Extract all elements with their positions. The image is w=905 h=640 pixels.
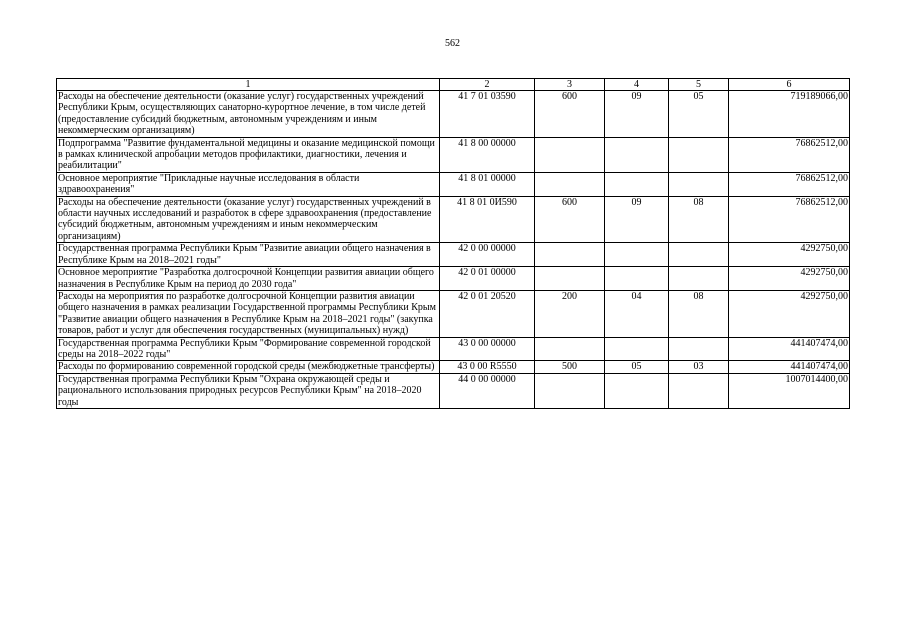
row-subsection: 05 [669,91,729,138]
row-subsection [669,337,729,361]
row-expense-type [535,337,605,361]
row-description: Государственная программа Республики Крым "Охрана окружающей среды и рационального использования природных ресурсов Республики Крым" на 2018–2020 годы [57,373,440,408]
row-section: 09 [605,91,669,138]
column-header: 4 [605,79,669,91]
row-section [605,337,669,361]
row-description: Расходы на мероприятия по разработке долгосрочной Концепции развития авиации общего назначения в рамках реализации Государственной программы Республики Крым "Развитие авиации общего назначения в Республике Крым на 2018–2021 годы" (закупка товаров, работ и услуг для обеспечения государственных (муниципальных) нужд) [57,290,440,337]
row-description: Расходы по формированию современной городской среды (межбюджетные трансферты) [57,361,440,373]
row-section [605,267,669,291]
budget-table [56,78,850,409]
column-header: 1 [57,79,440,91]
row-expense-type: 600 [535,91,605,138]
column-header: 2 [440,79,535,91]
row-amount: 76862512,00 [729,137,850,172]
row-subsection [669,172,729,196]
page-number: 562 [445,38,460,49]
row-target-code: 43 0 00 00000 [440,337,535,361]
row-expense-type: 600 [535,196,605,243]
row-target-code: 42 0 01 00000 [440,267,535,291]
table-row [57,267,850,291]
row-section: 05 [605,361,669,373]
row-expense-type [535,267,605,291]
row-description: Основное мероприятие "Разработка долгосрочной Концепции развития авиации общего назначения в Республике Крым на период до 2030 года" [57,267,440,291]
row-amount: 441407474,00 [729,337,850,361]
row-target-code: 43 0 00 R5550 [440,361,535,373]
row-expense-type [535,137,605,172]
row-subsection: 08 [669,196,729,243]
row-amount: 76862512,00 [729,196,850,243]
row-description: Расходы на обеспечение деятельности (оказание услуг) государственных учреждений в области научных исследований и разработок в сфере здравоохранения (предоставление субсидий бюджетным, автономным учреждениям и иным некоммерческим организациям) [57,196,440,243]
row-subsection [669,243,729,267]
row-amount: 719189066,00 [729,91,850,138]
row-target-code: 42 0 01 20520 [440,290,535,337]
row-expense-type [535,243,605,267]
table-row [57,91,850,138]
table-header-row [57,79,850,91]
table-row [57,243,850,267]
table-row [57,290,850,337]
row-target-code: 41 7 01 03590 [440,91,535,138]
row-amount: 76862512,00 [729,172,850,196]
row-subsection: 03 [669,361,729,373]
table-row [57,172,850,196]
row-target-code: 41 8 01 0И590 [440,196,535,243]
column-header: 5 [669,79,729,91]
row-amount: 441407474,00 [729,361,850,373]
table-row [57,373,850,408]
row-description: Расходы на обеспечение деятельности (оказание услуг) государственных учреждений Республики Крым, осуществляющих санаторно-курортное лечение, в том числе детей (предоставление субсидий бюджетным, автономным учреждениям и иным некоммерческим организациям) [57,91,440,138]
row-amount: 1007014400,00 [729,373,850,408]
table-row [57,137,850,172]
row-subsection [669,373,729,408]
row-expense-type: 500 [535,361,605,373]
row-target-code: 42 0 00 00000 [440,243,535,267]
row-subsection [669,137,729,172]
column-header: 6 [729,79,850,91]
row-target-code: 41 8 01 00000 [440,172,535,196]
row-amount: 4292750,00 [729,290,850,337]
row-section [605,137,669,172]
row-subsection [669,267,729,291]
row-section [605,172,669,196]
row-expense-type [535,373,605,408]
row-amount: 4292750,00 [729,243,850,267]
table-row [57,361,850,373]
row-expense-type [535,172,605,196]
row-subsection: 08 [669,290,729,337]
row-section: 09 [605,196,669,243]
row-description: Государственная программа Республики Крым "Формирование современной городской среды на 2018–2022 годы" [57,337,440,361]
row-description: Основное мероприятие "Прикладные научные исследования в области здравоохранения" [57,172,440,196]
row-section [605,243,669,267]
row-target-code: 41 8 00 00000 [440,137,535,172]
column-header: 3 [535,79,605,91]
row-target-code: 44 0 00 00000 [440,373,535,408]
row-section: 04 [605,290,669,337]
table-row [57,196,850,243]
row-description: Государственная программа Республики Крым "Развитие авиации общего назначения в Республике Крым на 2018–2021 годы" [57,243,440,267]
row-section [605,373,669,408]
row-amount: 4292750,00 [729,267,850,291]
table-row [57,337,850,361]
row-description: Подпрограмма "Развитие фундаментальной медицины и оказание медицинской помощи в рамках клинической апробации методов профилактики, диагностики, лечения и реабилитации" [57,137,440,172]
row-expense-type: 200 [535,290,605,337]
